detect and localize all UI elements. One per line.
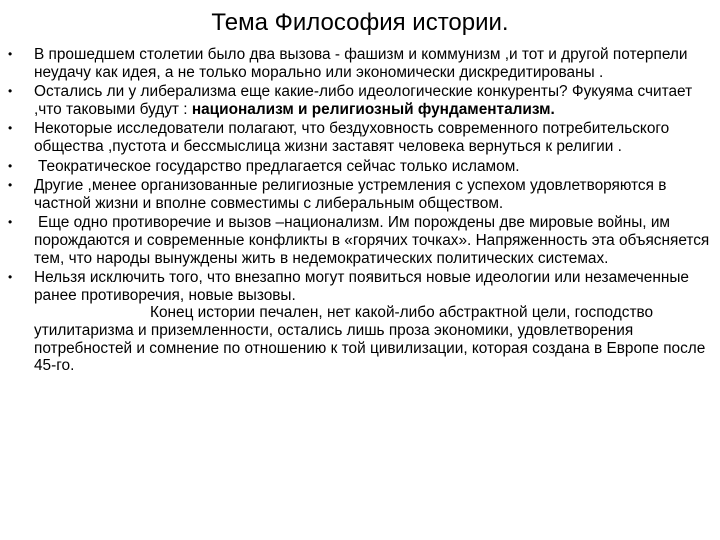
bullet-item	[8, 177, 714, 212]
bullet-text: Другие ,менее организованные религиозные устремления с успехом удовлетворяются в частной жизни и вполне совместимы с либеральным обществом.	[34, 177, 667, 212]
bullet-item	[8, 83, 714, 118]
slide-title: Тема Философия истории.	[211, 9, 509, 36]
bullet-text: В прошедшем столетии было два вызова - фашизм и коммунизм ,и тот и другой потерпели неудачу как идея, а не только морально или экономически дискредитированы .	[34, 46, 688, 81]
bullet-text: Теократическое государство предлагается сейчас только исламом.	[38, 157, 520, 175]
bullet-icon: •	[8, 158, 13, 173]
bullet-icon: •	[8, 178, 13, 193]
bullet-text: Еще одно противоречие и вызов –национализм. Им порождены две мировые войны, им порождаются и современные конфликты в «горячих точках». Напряженность эта объясняется тем, что народы вынуждены жить в недемократических политических системах.	[34, 214, 710, 267]
bullet-item	[8, 214, 714, 267]
continuation-text: Конец истории печален, нет какой-либо абстрактной цели, господство утилитаризма и приземленности, остались лишь проза экономики, удовлетворения потребностей и сомнение по отношению к той цивилизации, которая создана в Европе после 45-го.	[34, 304, 706, 375]
bullet-text-bold: национализм и религиозный фундаментализм.	[191, 100, 555, 118]
continuation-paragraph	[34, 304, 714, 374]
bullet-item	[8, 46, 714, 81]
bullet-item	[8, 158, 714, 176]
bullet-text: Остались ли у либерализма еще какие-либо идеологические конкуренты? Фукуяма считает ,что таковыми будут :	[34, 83, 693, 118]
bullet-text: Нельзя исключить того, что внезапно могут появиться новые идеологии или незамеченные ранее противоречия, новые вызовы.	[34, 269, 689, 304]
bullet-item	[8, 120, 714, 155]
bullet-icon: •	[8, 270, 13, 285]
bullet-icon: •	[8, 215, 13, 230]
bullet-icon: •	[8, 47, 13, 61]
bullet-list	[8, 46, 714, 377]
bullet-text: Некоторые исследователи полагают, что бездуховность современного потребительского общества ,пустота и бессмыслица жизни заставят человека вернуться к религии .	[34, 120, 670, 155]
bullet-icon: •	[8, 84, 13, 99]
bullet-icon: •	[8, 121, 13, 136]
bullet-item	[8, 269, 714, 375]
